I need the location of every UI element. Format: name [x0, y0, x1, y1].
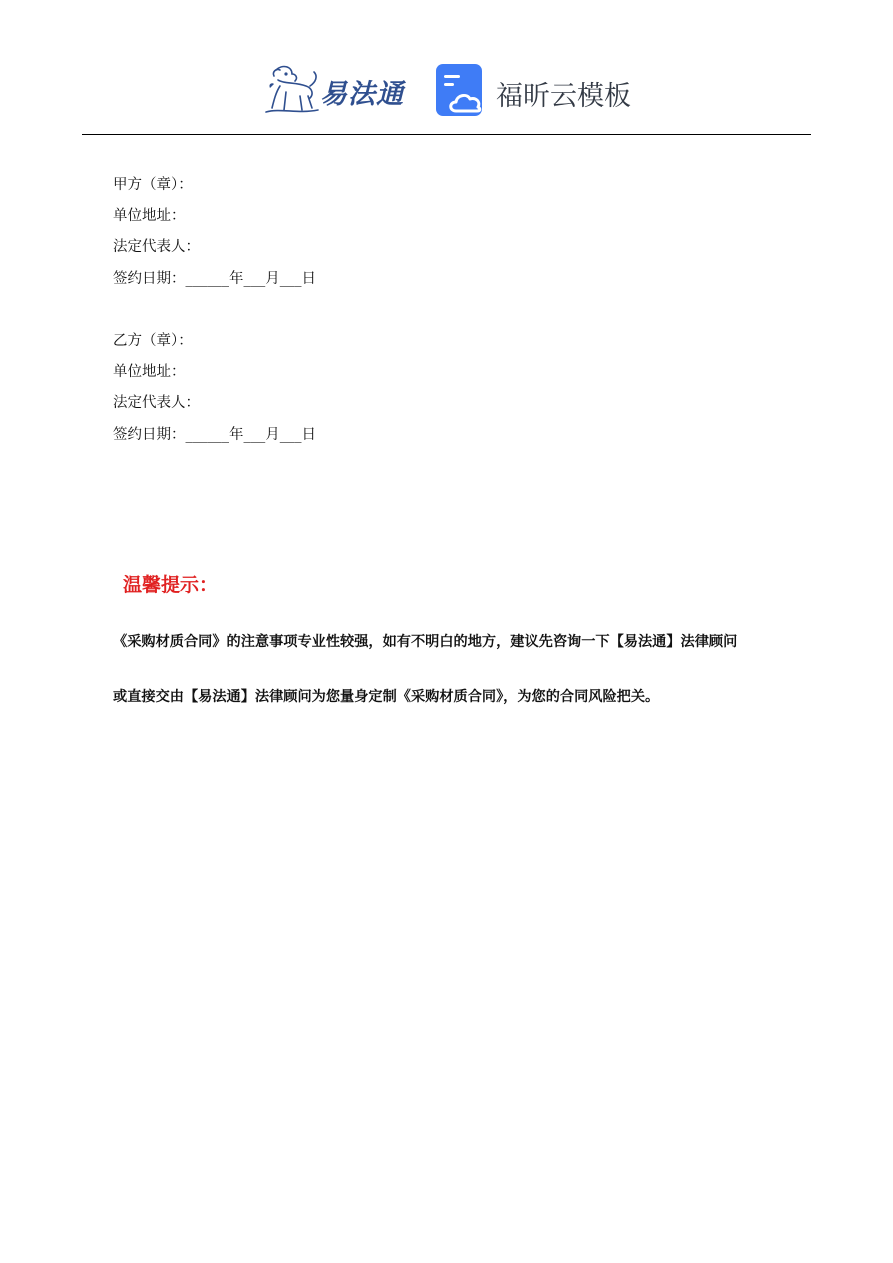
party-b-representative-label: 法定代表人：: [113, 395, 200, 412]
party-a-representative-label: 法定代表人：: [113, 239, 200, 256]
qilin-emblem-icon: [262, 62, 320, 118]
tip-text-line-2: 或直接交由【易法通】法律顾问为您量身定制《采购材质合同》，为您的合同风险把关。: [113, 689, 660, 705]
tip-title: 温馨提示：: [123, 574, 219, 596]
party-b-name-label: 乙方（章）：: [113, 333, 193, 349]
fuxin-template-logo: [436, 64, 636, 118]
yifatong-logo: [262, 62, 412, 118]
yifatong-logo-text: 易法通: [320, 79, 404, 110]
party-a-address-label: 单位地址：: [113, 208, 186, 225]
tip-text-line-1: 《采购材质合同》的注意事项专业性较强，如有不明白的地方，建议先咨询一下【易法通】法律顾问: [113, 634, 738, 650]
document-cloud-icon: [436, 64, 488, 118]
fuxin-logo-text: 福昕云模板: [496, 81, 631, 112]
party-b-address-label: 单位地址：: [113, 364, 186, 381]
header-divider: [82, 134, 811, 135]
party-a-name-label: 甲方（章）：: [113, 177, 193, 193]
page-header: [0, 0, 893, 136]
party-b-sign-date: 签约日期：______年___月___日: [113, 426, 316, 443]
party-b-signature-block: [113, 326, 316, 451]
party-a-sign-date: 签约日期：______年___月___日: [113, 270, 316, 287]
party-a-signature-block: [113, 170, 316, 295]
